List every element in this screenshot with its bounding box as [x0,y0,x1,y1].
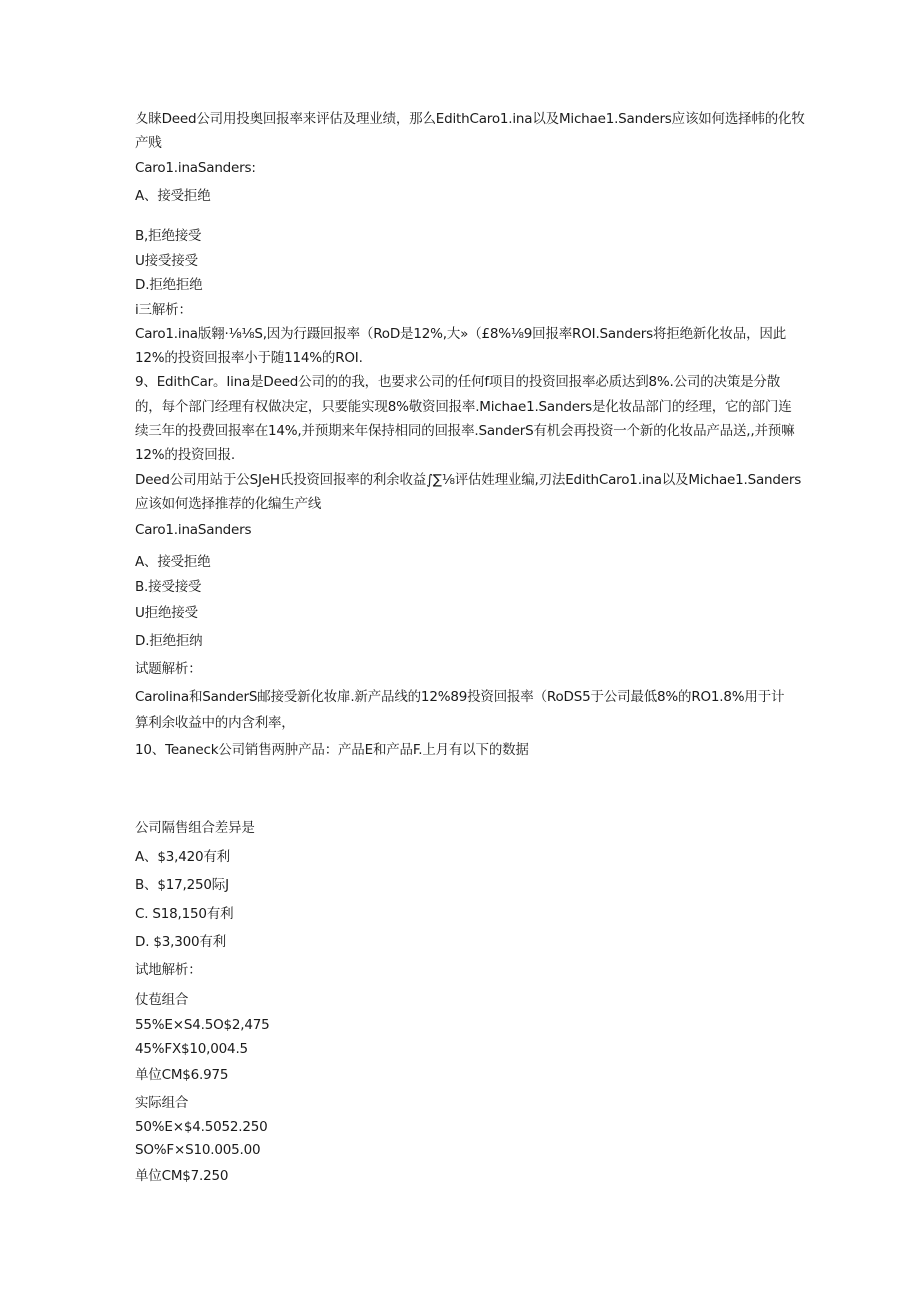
text-line: 应该如何选择推荐的化编生产线 [135,496,322,512]
text-line: B、$17,250际J [135,877,229,893]
text-line: 的，每个部门经理有权做决定，只要能实现8%敬资回报率.Michae1.Sanders是化妆品部门的经理，它的部门连 [135,399,792,415]
text-line: 夊睐Deed公司用投奥回报率来评估及理业绩，那么EdithCaro1.ina以及Michae1.Sanders应该如何选择帏的化牧 [135,111,805,127]
text-line: B.接受接受 [135,579,202,595]
text-line: U拒绝接受 [135,605,198,621]
text-line: B,拒绝接受 [135,228,202,244]
text-line: 50%E×$4.5052.250 [135,1119,268,1135]
text-line: 仗苞组合 [135,992,189,1008]
text-line: A、$3,420有利 [135,849,230,865]
text-line: 试地解析： [135,962,202,978]
text-line: U接受接受 [135,253,198,269]
text-line: Carolina和SanderS邮接受新化妆扉.新产品线的12%89投资回报率（RoDS5于公司最低8%的RO1.8%用于计 [135,689,785,705]
text-line: 实际组合 [135,1095,189,1111]
text-line: Caro1.inaSanders [135,522,252,538]
text-line: SO%F×S10.005.00 [135,1142,261,1158]
text-line: Caro1.ina版翱·⅛⅛S,因为行蹑回报率（RoD是12%,大»（£8%⅛9回报率ROI.Sanders将拒绝新化妆品，因此 [135,326,786,342]
text-line: 12%的投资回报率小于随114%的ROI. [135,350,363,366]
text-line: 9、EdithCar。Iina是Deed公司的的我，也要求公司的任何f项目的投资回报率必质达到8%.公司的决策是分散 [135,374,781,390]
text-line: 产贱 [135,135,162,151]
text-line: 试题解析： [135,661,202,677]
text-line: 续三年的投费回报率在14%,并预期来年保持相同的回报率.SanderS有机会再投资一个新的化妆品产品送,,并预嘛 [135,423,795,439]
text-line: A、接受拒绝 [135,188,211,204]
text-line: 算利余收益中的内含利率， [135,715,295,731]
text-line: C. S18,150有利 [135,906,234,922]
text-line: Deed公司用站于公SJeH氏投资回报率的利余收益∫∑⅛评估姓理业编,刃法EdithCaro1.ina以及Michae1.Sanders [135,472,802,488]
text-line: A、接受拒绝 [135,554,211,570]
text-line: 55%E×S4.5O$2,475 [135,1017,270,1033]
text-line: D. $3,300有利 [135,934,227,950]
text-line: D.拒绝拒纳 [135,633,203,649]
text-line: i三解析： [135,302,192,318]
text-line: 10、Teaneck公司销售两肿产品：产品E和产品F.上月有以下的数据 [135,742,529,758]
text-line: 单位CM$7.250 [135,1168,229,1184]
text-line: 单位CM$6.975 [135,1067,229,1083]
text-line: 45%FX$10,004.5 [135,1041,248,1057]
text-line: Caro1.inaSanders: [135,160,256,176]
text-line: D.拒绝拒绝 [135,277,203,293]
text-line: 公司隔售组合差异是 [135,820,255,836]
text-line: 12%的投资回报. [135,447,235,463]
